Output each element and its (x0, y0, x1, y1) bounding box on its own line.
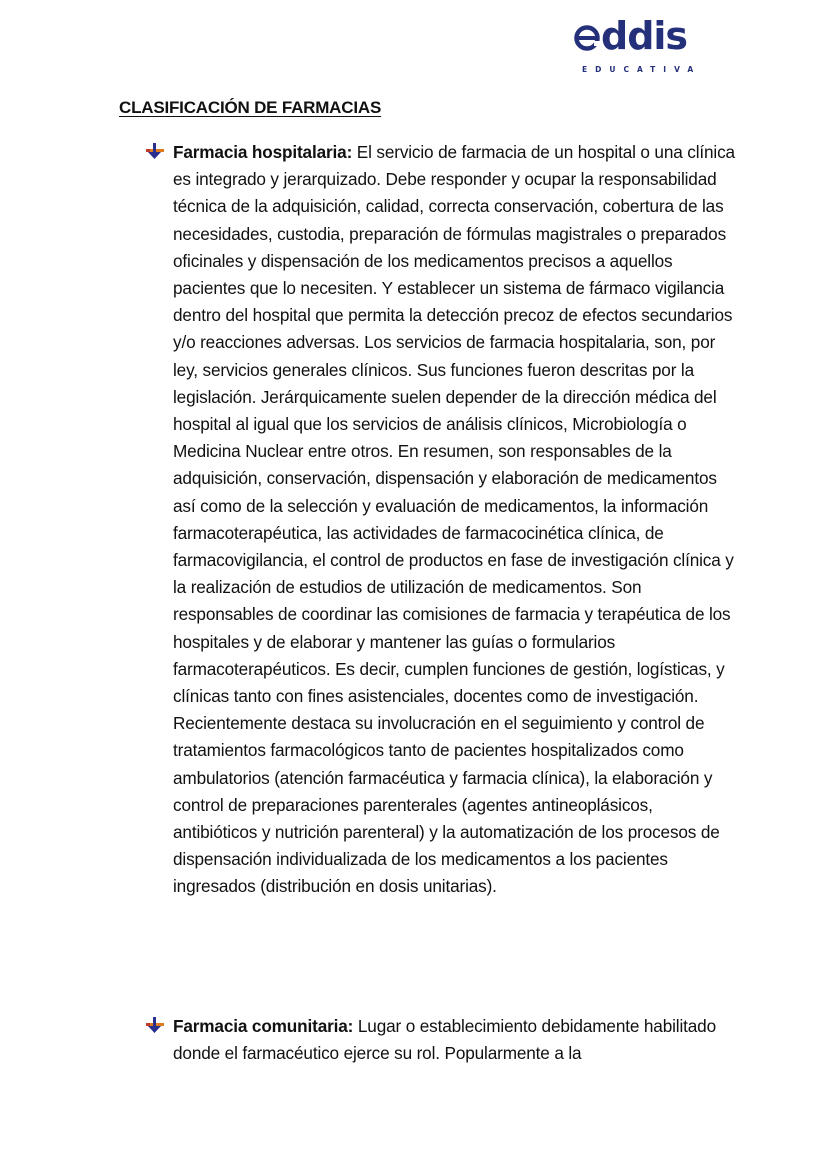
term-hospitalaria: Farmacia hospitalaria: (173, 142, 353, 162)
list-item-comunitaria (145, 1013, 745, 1067)
arrow-bullet-icon (145, 142, 165, 162)
text-comunitaria: Lugar o establecimiento debidamente habilitado donde el farmacéutico ejerce su rol. Popularmente a la (173, 1016, 716, 1064)
page-heading: CLASIFICACIÓN DE FARMACIAS (119, 98, 382, 117)
arrow-bullet-icon (145, 1016, 165, 1036)
logo-e-mark-icon (574, 12, 600, 40)
logo-subtitle: EDUCATIVA (582, 65, 702, 74)
eddis-logo (572, 16, 706, 80)
paragraph-hospitalaria (173, 139, 741, 901)
text-hospitalaria: El servicio de farmacia de un hospital o una clínica es integrado y jerarquizado. Debe responder y ocupar la responsabilidad técnica de la adquisición, calidad, correcta conservación, cobertura de las necesidades, custodia, preparación de fórmulas magistrales o preparados oficinales y dispensación de los medicamentos precisos a aquellos pacientes que lo necesiten. Y establecer un sistema de fármaco vigilancia dentro del hospital que permita la detección precoz de efectos secundarios y/o reacciones adversas. Los servicios de farmacia hospitalaria, son, por ley, servicios generales clínicos. Sus funciones fueron descritas por la legislación. Jerárquicamente suelen depender de la dirección médica del hospital al igual que los servicios de análisis clínicos, Microbiología o Medicina Nuclear entre otros. En resumen, son responsables de la adquisición, conservación, dispensación y elaboración de medicamentos así como de la selección y evaluación de medicamentos, la información farmacoterapéutica, las actividades de farmacocinética clínica, de farmacovigilancia, el control de productos en fase de investigación clínica y la realización de estudios de utilización de medicamentos. Son responsables de coordinar las comisiones de farmacia y terapéutica de los hospitales y de elaborar y mantener las guías o formularios farmacoterapéuticos. Es decir, cumplen funciones de gestión, logísticas, y clínicas tanto con fines asistenciales, docentes como de investigación. Recientemente destaca su involucración en el seguimiento y control de tratamientos farmacológicos tanto de pacientes hospitalizados como ambulatorios (atención farmacéutica y farmacia clínica), la elaboración y control de preparaciones parenterales (agentes antineoplásicos, antibióticos y nutrición parenteral) y la automatización de los procesos de dispensación individualizada de los medicamentos a los pacientes ingresados (distribución en dosis unitarias). (173, 142, 735, 897)
list-item-hospitalaria (145, 139, 745, 901)
term-comunitaria: Farmacia comunitaria: (173, 1016, 354, 1036)
logo-word-text: ddis (601, 14, 688, 58)
logo-wordmark (574, 10, 687, 62)
paragraph-comunitaria (173, 1013, 741, 1067)
